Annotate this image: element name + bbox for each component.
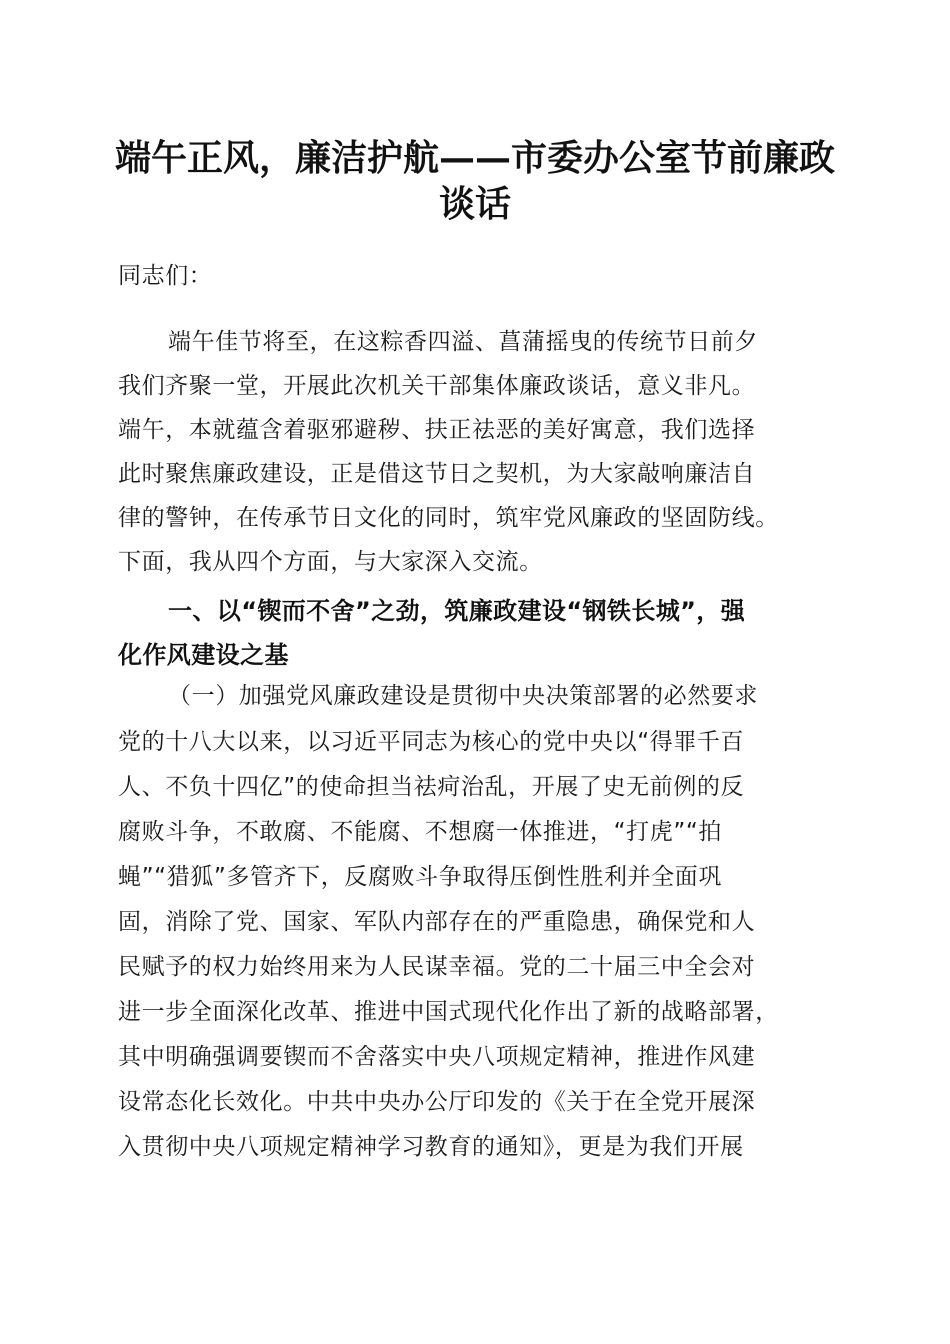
salutation: 同志们：: [118, 263, 213, 289]
intro-line-4: 此时聚焦廉政建设，正是借这节日之契机，为大家敲响廉洁自: [118, 461, 756, 487]
section-1-heading-line-1: 一、以“锲而不舍”之劲，筑廉政建设“钢铁长城”，强: [168, 597, 746, 625]
intro-line-2: 我们齐聚一堂，开展此次机关干部集体廉政谈话，意义非凡。: [118, 373, 756, 399]
intro-line-3: 端午，本就蕴含着驱邪避秽、扶正祛恶的美好寓意，我们选择: [118, 417, 756, 443]
subsection-1-1-line-3: 腐败斗争，不敢腐、不能腐、不想腐一体推进，“打虎”“拍: [118, 819, 722, 845]
intro-line-5: 律的警钟，在传承节日文化的同时，筑牢党风廉政的坚固防线。: [118, 505, 779, 531]
document-title-line-1: 端午正风，廉洁护航——市委办公室节前廉政: [114, 137, 835, 179]
subsection-1-1-line-1: 党的十八大以来，以习近平同志为核心的党中央以“得罪千百: [118, 729, 745, 755]
subsection-1-1-heading: （一）加强党风廉政建设是贯彻中央决策部署的必然要求: [168, 683, 758, 709]
intro-line-1: 端午佳节将至，在这粽香四溢、菖蒲摇曳的传统节日前夕: [168, 329, 758, 355]
intro-line-6: 下面，我从四个方面，与大家深入交流。: [118, 549, 543, 575]
subsection-1-1-line-10: 入贯彻中央八项规定精神学习教育的通知》，更是为我们开展: [118, 1134, 744, 1160]
subsection-1-1-line-5: 固，消除了党、国家、军队内部存在的严重隐患，确保党和人: [118, 909, 756, 935]
document-title-line-2: 谈话: [438, 183, 511, 225]
section-1-heading-line-2: 化作风建设之基: [118, 641, 289, 669]
subsection-1-1-line-4: 蝇”“猎狐”多管齐下，反腐败斗争取得压倒性胜利并全面巩: [118, 864, 722, 890]
subsection-1-1-line-6: 民赋予的权力始终用来为人民谋幸福。党的二十届三中全会对: [118, 954, 756, 980]
subsection-1-1-line-9: 设常态化长效化。中共中央办公厅印发的《关于在全党开展深: [118, 1089, 756, 1115]
subsection-1-1-line-2: 人、不负十四亿”的使命担当祛疴治乱，开展了史无前例的反: [118, 774, 745, 800]
subsection-1-1-line-8: 其中明确强调要锲而不舍落实中央八项规定精神，推进作风建: [118, 1044, 756, 1070]
subsection-1-1-line-7: 进一步全面深化改革、推进中国式现代化作出了新的战略部署，: [118, 999, 779, 1025]
